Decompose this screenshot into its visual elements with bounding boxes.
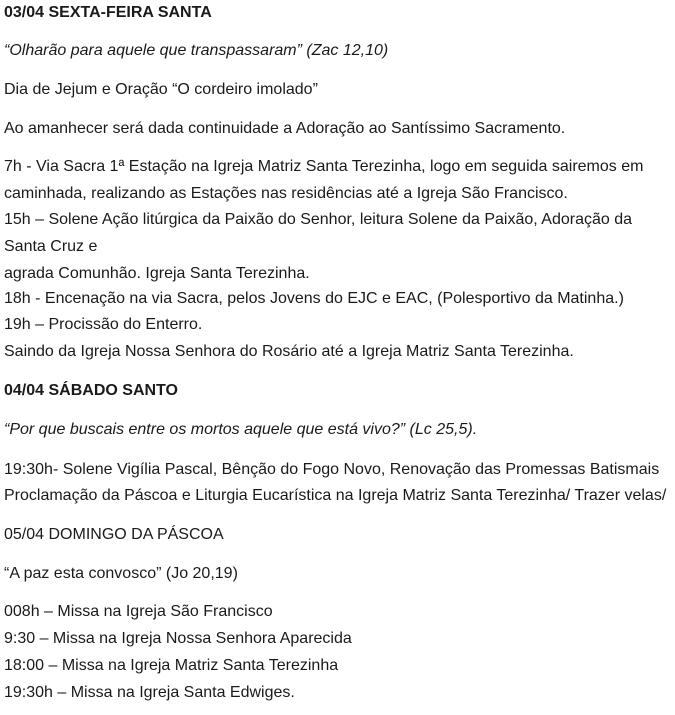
paragraph-line: 9:30 – Missa na Igreja Nossa Senhora Aparecida xyxy=(4,630,352,647)
paragraph-line: 19:30h- Solene Vigília Pascal, Bênção do Fogo Novo, Renovação das Promessas Batismais xyxy=(4,461,660,478)
paragraph-line: 18h - Encenação na via Sacra, pelos Jovens do EJC e EAC, (Polesportivo da Matinha.) xyxy=(4,290,624,307)
section-heading-sexta-feira: 03/04 SEXTA-FEIRA SANTA xyxy=(4,4,212,21)
section-quote-sabado: “Por que buscais entre os mortos aquele que está vivo?” (Lc 25,5). xyxy=(4,421,478,438)
paragraph-line: Santa Cruz e xyxy=(4,238,98,255)
paragraph-line: agrada Comunhão. Igreja Santa Terezinha. xyxy=(4,265,310,282)
section-heading-sabado: 04/04 SÁBADO SANTO xyxy=(4,382,178,399)
section-quote-domingo: “A paz esta convosco” (Jo 20,19) xyxy=(4,565,238,582)
paragraph-line: Ao amanhecer será dada continuidade a Adoração ao Santíssimo Sacramento. xyxy=(4,120,566,137)
paragraph-line: 19:30h – Missa na Igreja Santa Edwiges. xyxy=(4,684,295,701)
paragraph-line: Saindo da Igreja Nossa Senhora do Rosário até a Igreja Matriz Santa Terezinha. xyxy=(4,343,574,360)
section-quote-sexta-feira: “Olharão para aquele que transpassaram” (Zac 12,10) xyxy=(4,42,389,59)
paragraph-line: 7h - Via Sacra 1ª Estação na Igreja Matriz Santa Terezinha, logo em seguida sairemos em xyxy=(4,158,644,175)
paragraph-line: Dia de Jejum e Oração “O cordeiro imolado” xyxy=(4,81,318,98)
paragraph-line: 19h – Procissão do Enterro. xyxy=(4,316,203,333)
paragraph-line: 008h – Missa na Igreja São Francisco xyxy=(4,603,273,620)
paragraph-line: caminhada, realizando as Estações nas residências até a Igreja São Francisco. xyxy=(4,185,568,202)
paragraph-line: Proclamação da Páscoa e Liturgia Eucarística na Igreja Matriz Santa Terezinha/ Trazer velas/ xyxy=(4,487,667,504)
paragraph-line: 18:00 – Missa na Igreja Matriz Santa Terezinha xyxy=(4,657,339,674)
section-heading-domingo: 05/04 DOMINGO DA PÁSCOA xyxy=(4,526,224,543)
paragraph-line: 15h – Solene Ação litúrgica da Paixão do Senhor, leitura Solene da Paixão, Adoração da xyxy=(4,211,633,228)
